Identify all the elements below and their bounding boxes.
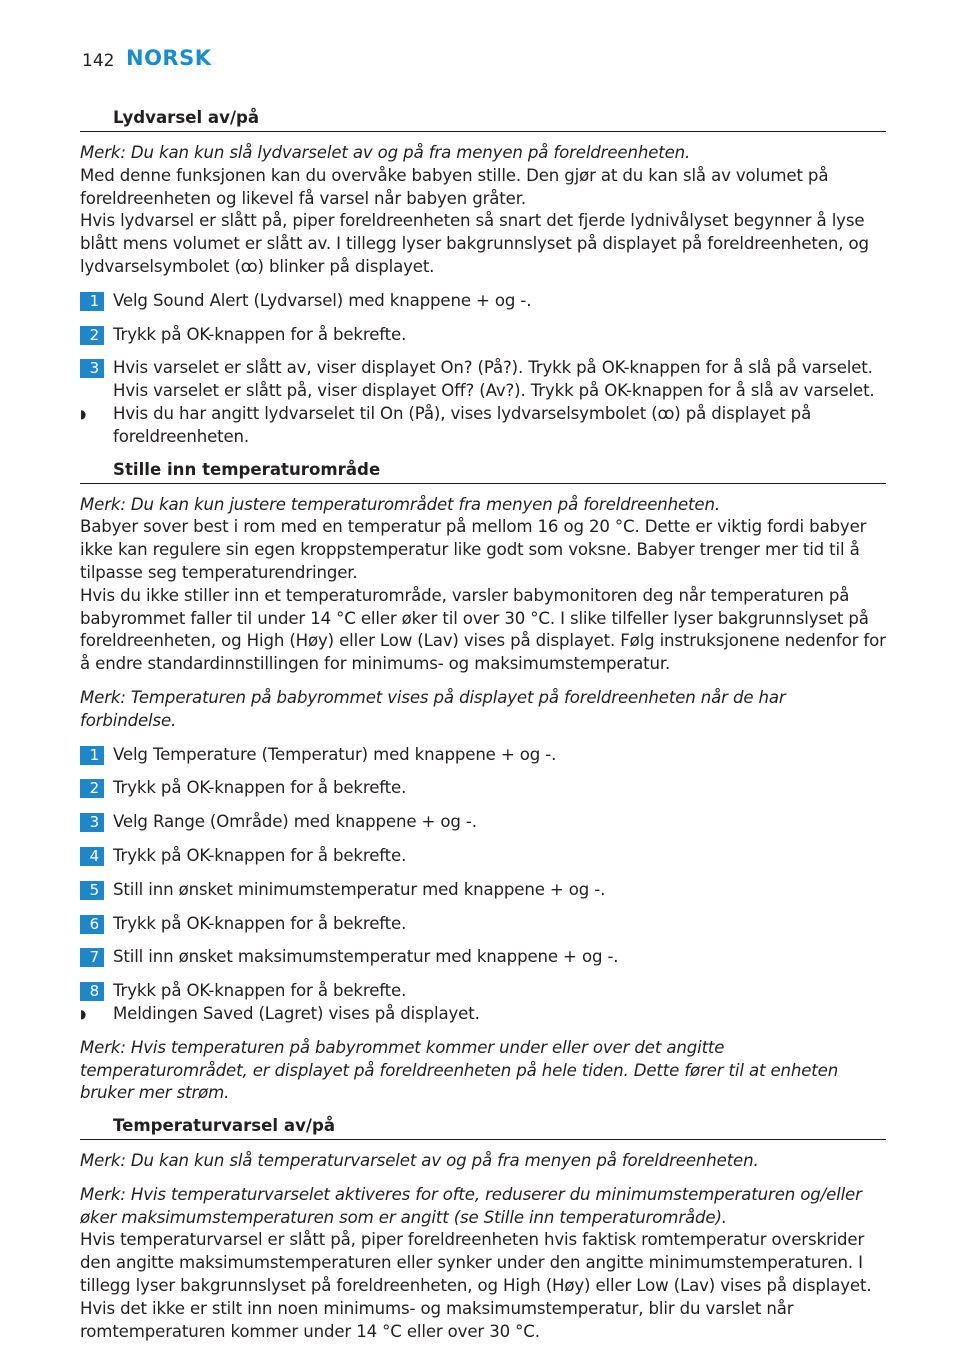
step-text: Still inn ønsket maksimumstemperatur med knappene + og -. — [113, 947, 619, 967]
note: Merk: Du kan kun slå temperaturvarselet av og på fra menyen på foreldreenheten. — [80, 1151, 759, 1171]
step-number: 4 — [80, 847, 104, 866]
step-list — [80, 744, 886, 1003]
result-item — [80, 1003, 886, 1026]
step-item — [80, 946, 886, 969]
step-item — [80, 913, 886, 936]
page-number: 142 — [82, 51, 115, 71]
result-item — [80, 403, 886, 449]
step-number: 6 — [80, 915, 104, 934]
step-number: 5 — [80, 881, 104, 900]
step-text: Trykk på OK-knappen for å bekrefte. — [113, 913, 407, 933]
note: Merk: Hvis temperaturvarselet aktiveres for ofte, reduserer du minimumstemperaturen og/eller øker maksimumstemperaturen som er angitt (se Stille inn temperaturområde). — [80, 1184, 862, 1227]
paragraph: Med denne funksjonen kan du overvåke babyen stille. Den gjør at du kan slå av volumet på foreldreenheten og likevel få varsel når babyen gråter. — [80, 165, 829, 208]
section-heading-temperature-range: Stille inn temperaturområde — [80, 459, 886, 484]
section-heading-sound-alert: Lydvarsel av/på — [80, 107, 886, 132]
step-number: 7 — [80, 948, 104, 967]
note: Merk: Du kan kun justere temperaturområdet fra menyen på foreldreenheten. — [80, 494, 720, 514]
note: Merk: Hvis temperaturen på babyrommet kommer under eller over det angitte temperaturområdet, er displayet på foreldreenheten på hele tiden. Dette fører til at enheten bruker mer strøm. — [80, 1037, 839, 1103]
step-item — [80, 357, 886, 403]
step-number: 2 — [80, 326, 104, 345]
step-item — [80, 777, 886, 800]
step-number: 3 — [80, 359, 104, 378]
step-text: Trykk på OK-knappen for å bekrefte. — [113, 778, 407, 798]
step-text: Hvis varselet er slått av, viser displayet On? (På?). Trykk på OK-knappen for å slå på varselet. Hvis varselet er slått på, viser displayet Off? (Av?). Trykk på OK-knappen for å slå av varselet. — [113, 358, 875, 401]
result-text: Meldingen Saved (Lagret) vises på displayet. — [113, 1003, 480, 1023]
step-text: Trykk på OK-knappen for å bekrefte. — [113, 845, 407, 865]
step-text: Velg Sound Alert (Lydvarsel) med knappene + og -. — [113, 290, 532, 310]
step-item — [80, 879, 886, 902]
step-item — [80, 744, 886, 767]
step-text: Velg Temperature (Temperatur) med knappene + og -. — [113, 744, 557, 764]
step-text: Trykk på OK-knappen for å bekrefte. — [113, 981, 407, 1001]
step-item — [80, 324, 886, 347]
step-number: 8 — [80, 982, 104, 1001]
step-item — [80, 980, 886, 1003]
step-text: Velg Range (Område) med knappene + og -. — [113, 812, 477, 832]
paragraph: Babyer sover best i rom med en temperatur på mellom 16 og 20 °C. Dette er viktig fordi babyer ikke kan regulere sin egen kroppstemperatur like godt som voksne. Babyer trenger mer tid til å tilpasse seg temperaturendringer. — [80, 517, 867, 582]
section-heading-temperature-alert: Temperaturvarsel av/på — [80, 1115, 886, 1140]
step-list — [80, 290, 886, 403]
language-heading: NORSK — [126, 46, 212, 70]
step-number: 1 — [80, 746, 104, 765]
note: Merk: Du kan kun slå lydvarselet av og på fra menyen på foreldreenheten. — [80, 143, 691, 162]
step-number: 3 — [80, 813, 104, 832]
step-number: 2 — [80, 779, 104, 798]
step-text: Still inn ønsket minimumstemperatur med knappene + og -. — [113, 879, 606, 899]
paragraph: Hvis du ikke stiller inn et temperaturområde, varsler babymonitoren deg når temperaturen på babyrommet faller til under 14 °C eller øker til over 30 °C. I slike tilfeller lyser bakgrunnslyset på foreldreenheten, og High (Høy) eller Low (Lav) vises på displayet. Følg instruksjonene nedenfor for å endre standardinnstillingen for minimums- og maksimumstemperatur. — [80, 585, 886, 674]
result-arrow-icon: ◗ — [80, 406, 87, 421]
result-text: Hvis du har angitt lydvarselet til On (På), vises lydvarselsymbolet (ꝏ) på displayet på foreldreenheten. — [113, 403, 812, 446]
result-arrow-icon: ◗ — [80, 1006, 87, 1021]
step-item — [80, 811, 886, 834]
note: Merk: Temperaturen på babyrommet vises på displayet på foreldreenheten når de har forbindelse. — [80, 687, 786, 730]
paragraph: Hvis lydvarsel er slått på, piper foreldreenheten så snart det fjerde lydnivålyset begynner å lyse blått mens volumet er slått av. I tillegg lyser bakgrunnslyset på displayet på foreldreenheten, og lydvarselsymbolet (ꝏ) blinker på displayet. — [80, 211, 869, 276]
page-content — [80, 107, 886, 1343]
paragraph: Hvis temperaturvarsel er slått på, piper foreldreenheten hvis faktisk romtemperatur overskrider den angitte maksimumstemperaturen eller synker under den angitte minimumstemperaturen. I tillegg lyser bakgrunnslyset på foreldreenheten, og High (Høy) eller Low (Lav) vises på displayet. Hvis det ikke er stilt inn noen minimums- og maksimumstemperatur, blir du varslet når romtemperaturen kommer under 14 °C eller over 30 °C. — [80, 1230, 872, 1341]
step-text: Trykk på OK-knappen for å bekrefte. — [113, 324, 407, 344]
step-number: 1 — [80, 292, 104, 311]
step-item — [80, 290, 886, 313]
step-item — [80, 845, 886, 868]
